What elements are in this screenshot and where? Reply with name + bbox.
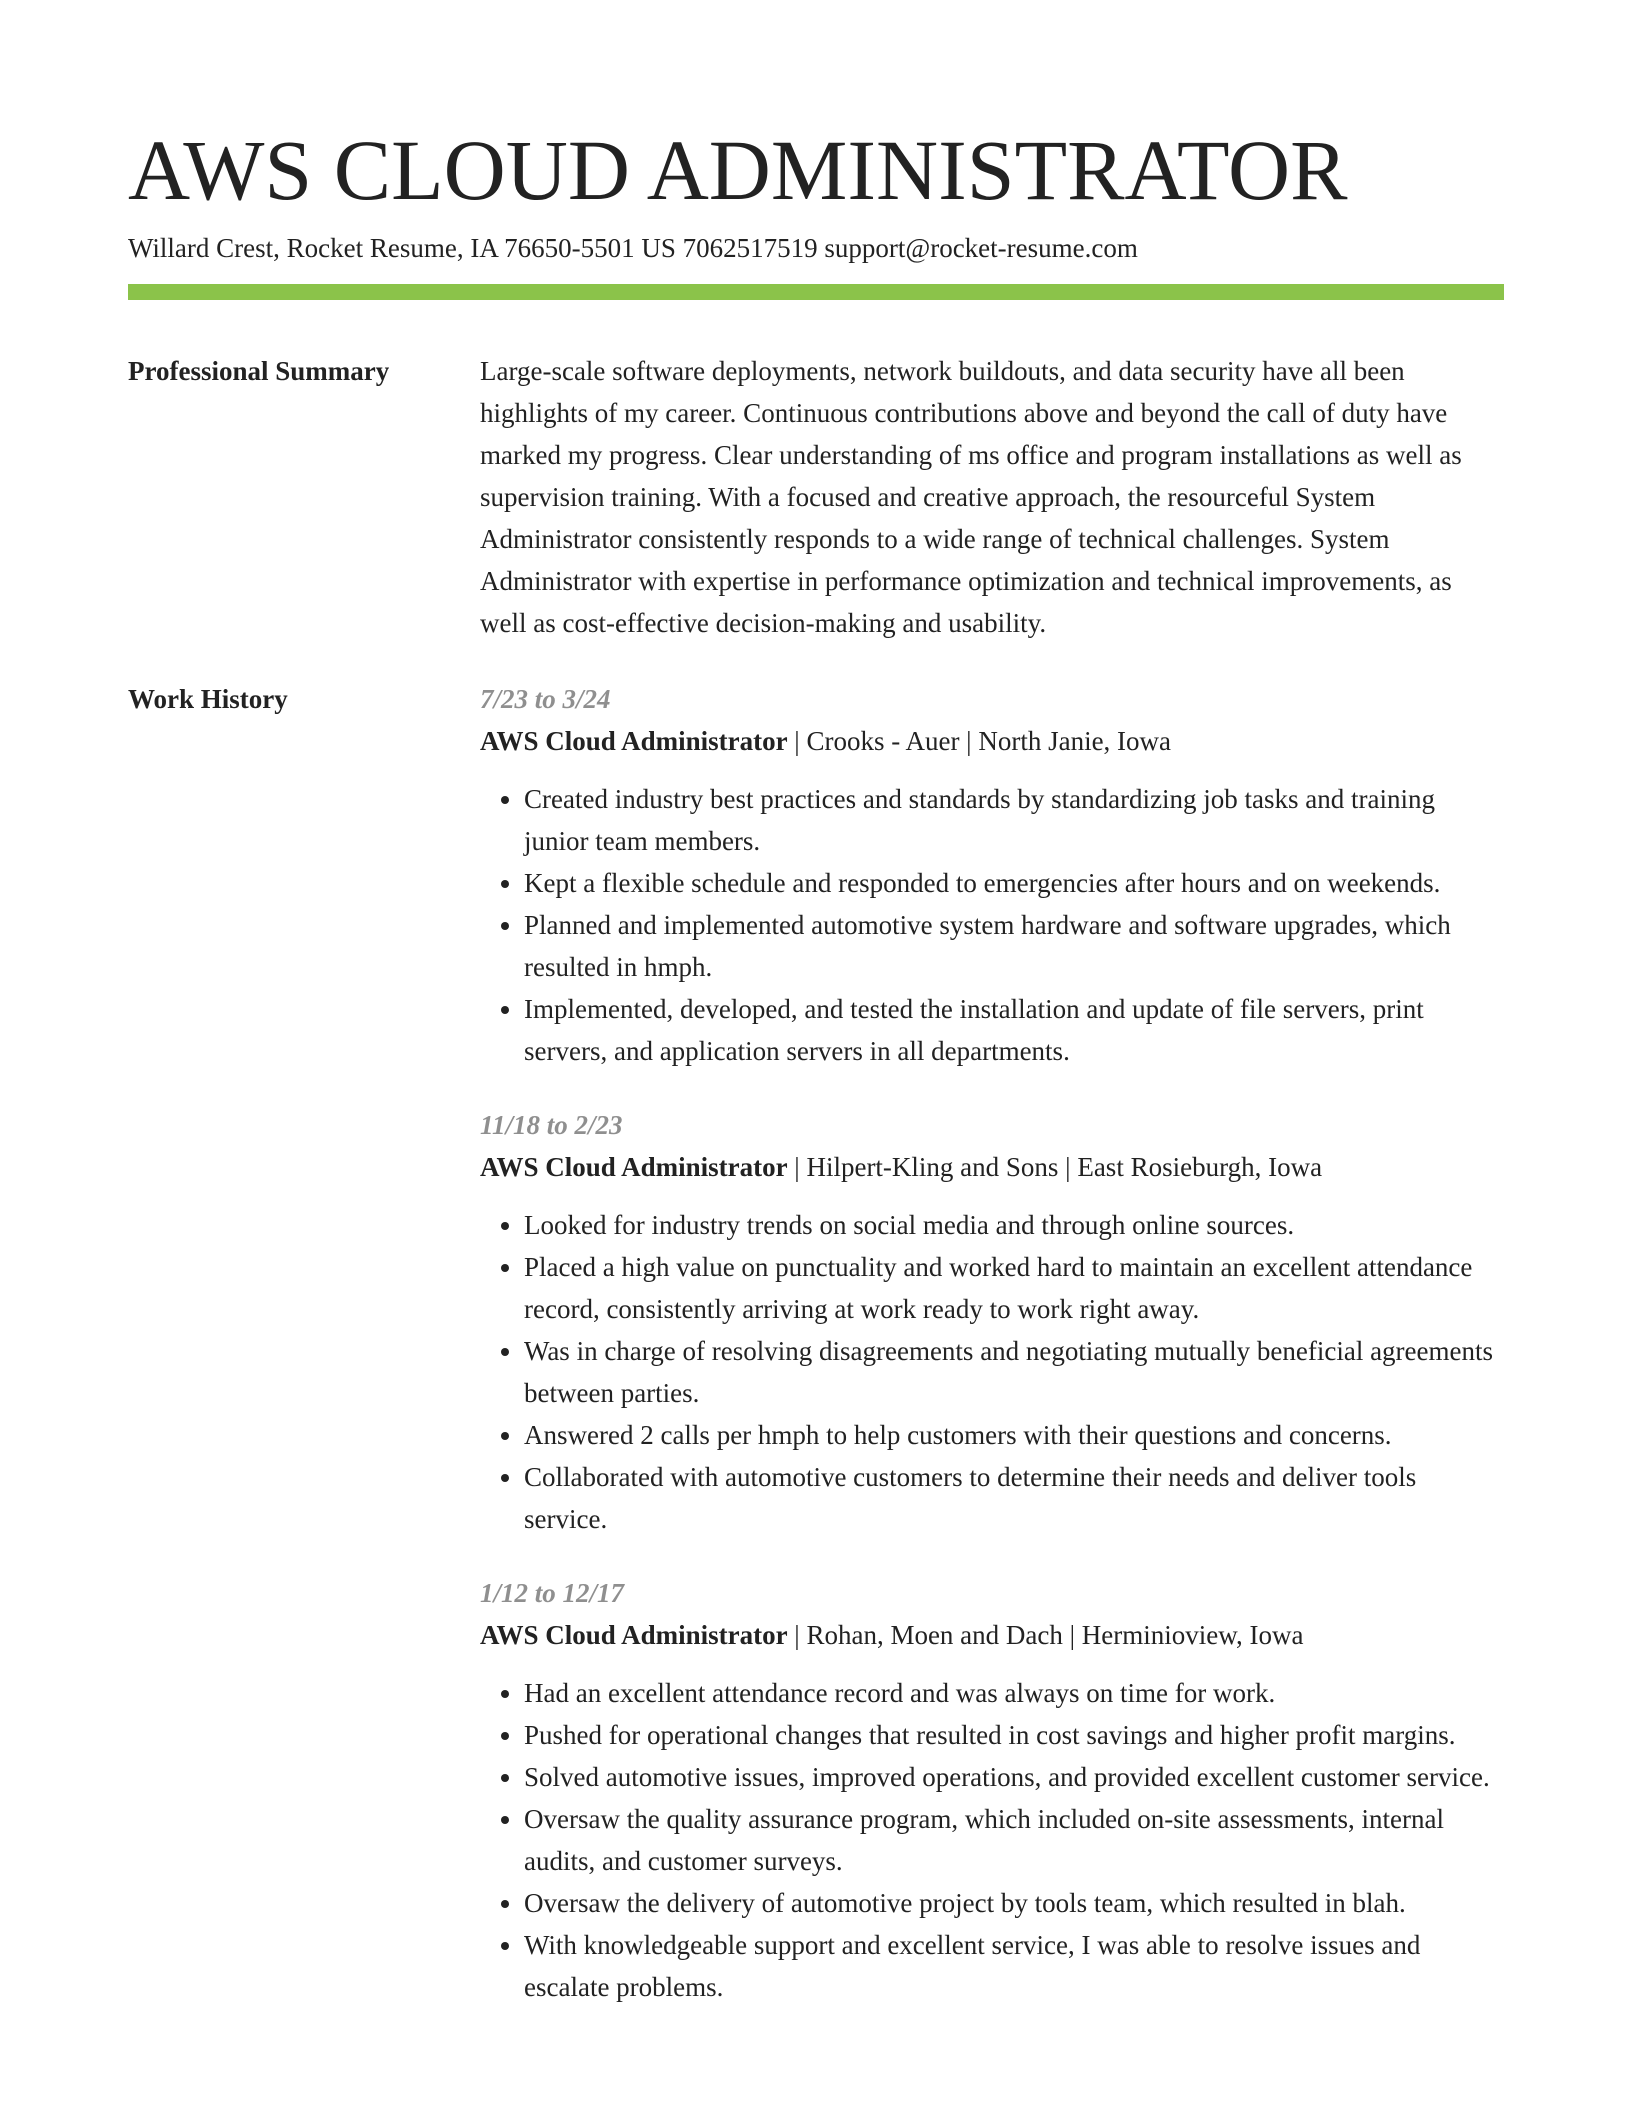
resume-name-heading: AWS CLOUD ADMINISTRATOR — [128, 122, 1348, 218]
job-details: | Hilpert-Kling and Sons | East Rosieburgh, Iowa — [787, 1152, 1323, 1182]
work-history-section-title: Work History — [128, 684, 288, 714]
job-dates: 7/23 to 3/24 — [480, 684, 611, 714]
job-bullet: • Planned and implemented automotive system hardware and software upgrades, which resulted in hmph. — [524, 904, 1504, 988]
job-bullet: • Collaborated with automotive customers to determine their needs and deliver tools service. — [524, 1456, 1504, 1540]
job-bullet: • Created industry best practices and standards by standardizing job tasks and training junior team members. — [524, 778, 1504, 862]
summary-section-body — [480, 350, 1504, 644]
job-dates: 1/12 to 12/17 — [480, 1578, 625, 1608]
job-bullet: • Was in charge of resolving disagreements and negotiating mutually beneficial agreements between parties. — [524, 1330, 1504, 1414]
job-title-line — [480, 1614, 1504, 1656]
job-bullet: • Placed a high value on punctuality and worked hard to maintain an excellent attendance record, consistently arriving at work ready to work right away. — [524, 1246, 1504, 1330]
summary-section-title: Professional Summary — [128, 356, 390, 386]
job-bullet: • Pushed for operational changes that resulted in cost savings and higher profit margins. — [524, 1714, 1504, 1756]
summary-text: Large-scale software deployments, network buildouts, and data security have all been highlights of my career. Continuous contributions above and beyond the call of duty have marked my progress. Clear understanding of ms office and program installations as well as supervision training. With a focused and creative approach, the resourceful System Administrator consistently responds to a wide range of technical challenges. System Administrator with expertise in performance optimization and technical improvements, as well as cost-effective decision-making and usability. — [480, 356, 1462, 638]
job-details: | Crooks - Auer | North Janie, Iowa — [787, 726, 1172, 756]
contact-line: Willard Crest, Rocket Resume, IA 76650-5501 US 7062517519 support@rocket-resume.com — [128, 233, 1138, 263]
job-title: AWS Cloud Administrator — [480, 726, 788, 756]
job-title: AWS Cloud Administrator — [480, 1620, 788, 1650]
job-bullet: • Looked for industry trends on social media and through online sources. — [524, 1204, 1504, 1246]
job-dates: 11/18 to 2/23 — [480, 1110, 623, 1140]
accent-divider — [128, 284, 1504, 300]
job-bullet: • With knowledgeable support and excellent service, I was able to resolve issues and escalate problems. — [524, 1924, 1504, 2008]
job-title-line — [480, 720, 1504, 762]
job-entry — [480, 1572, 1504, 2008]
job-bullet-list — [480, 778, 1504, 1072]
job-bullet: • Implemented, developed, and tested the installation and update of file servers, print servers, and application servers in all departments. — [524, 988, 1504, 1072]
work-history-section — [128, 678, 1504, 2040]
job-entry — [480, 678, 1504, 1072]
resume-page — [128, 118, 1504, 2040]
job-bullet: • Kept a flexible schedule and responded to emergencies after hours and on weekends. — [524, 862, 1504, 904]
job-bullet-list — [480, 1204, 1504, 1540]
job-bullet: • Solved automotive issues, improved operations, and provided excellent customer service. — [524, 1756, 1504, 1798]
job-title-line — [480, 1146, 1504, 1188]
job-bullet: • Answered 2 calls per hmph to help customers with their questions and concerns. — [524, 1414, 1504, 1456]
work-history-section-body — [480, 678, 1504, 2040]
job-details: | Rohan, Moen and Dach | Herminioview, Iowa — [787, 1620, 1304, 1650]
job-entry — [480, 1104, 1504, 1540]
summary-section — [128, 350, 1504, 644]
job-bullet: • Oversaw the delivery of automotive project by tools team, which resulted in blah. — [524, 1882, 1504, 1924]
job-title: AWS Cloud Administrator — [480, 1152, 788, 1182]
job-bullet: • Had an excellent attendance record and was always on time for work. — [524, 1672, 1504, 1714]
job-bullet: • Oversaw the quality assurance program, which included on-site assessments, internal audits, and customer surveys. — [524, 1798, 1504, 1882]
job-bullet-list — [480, 1672, 1504, 2008]
